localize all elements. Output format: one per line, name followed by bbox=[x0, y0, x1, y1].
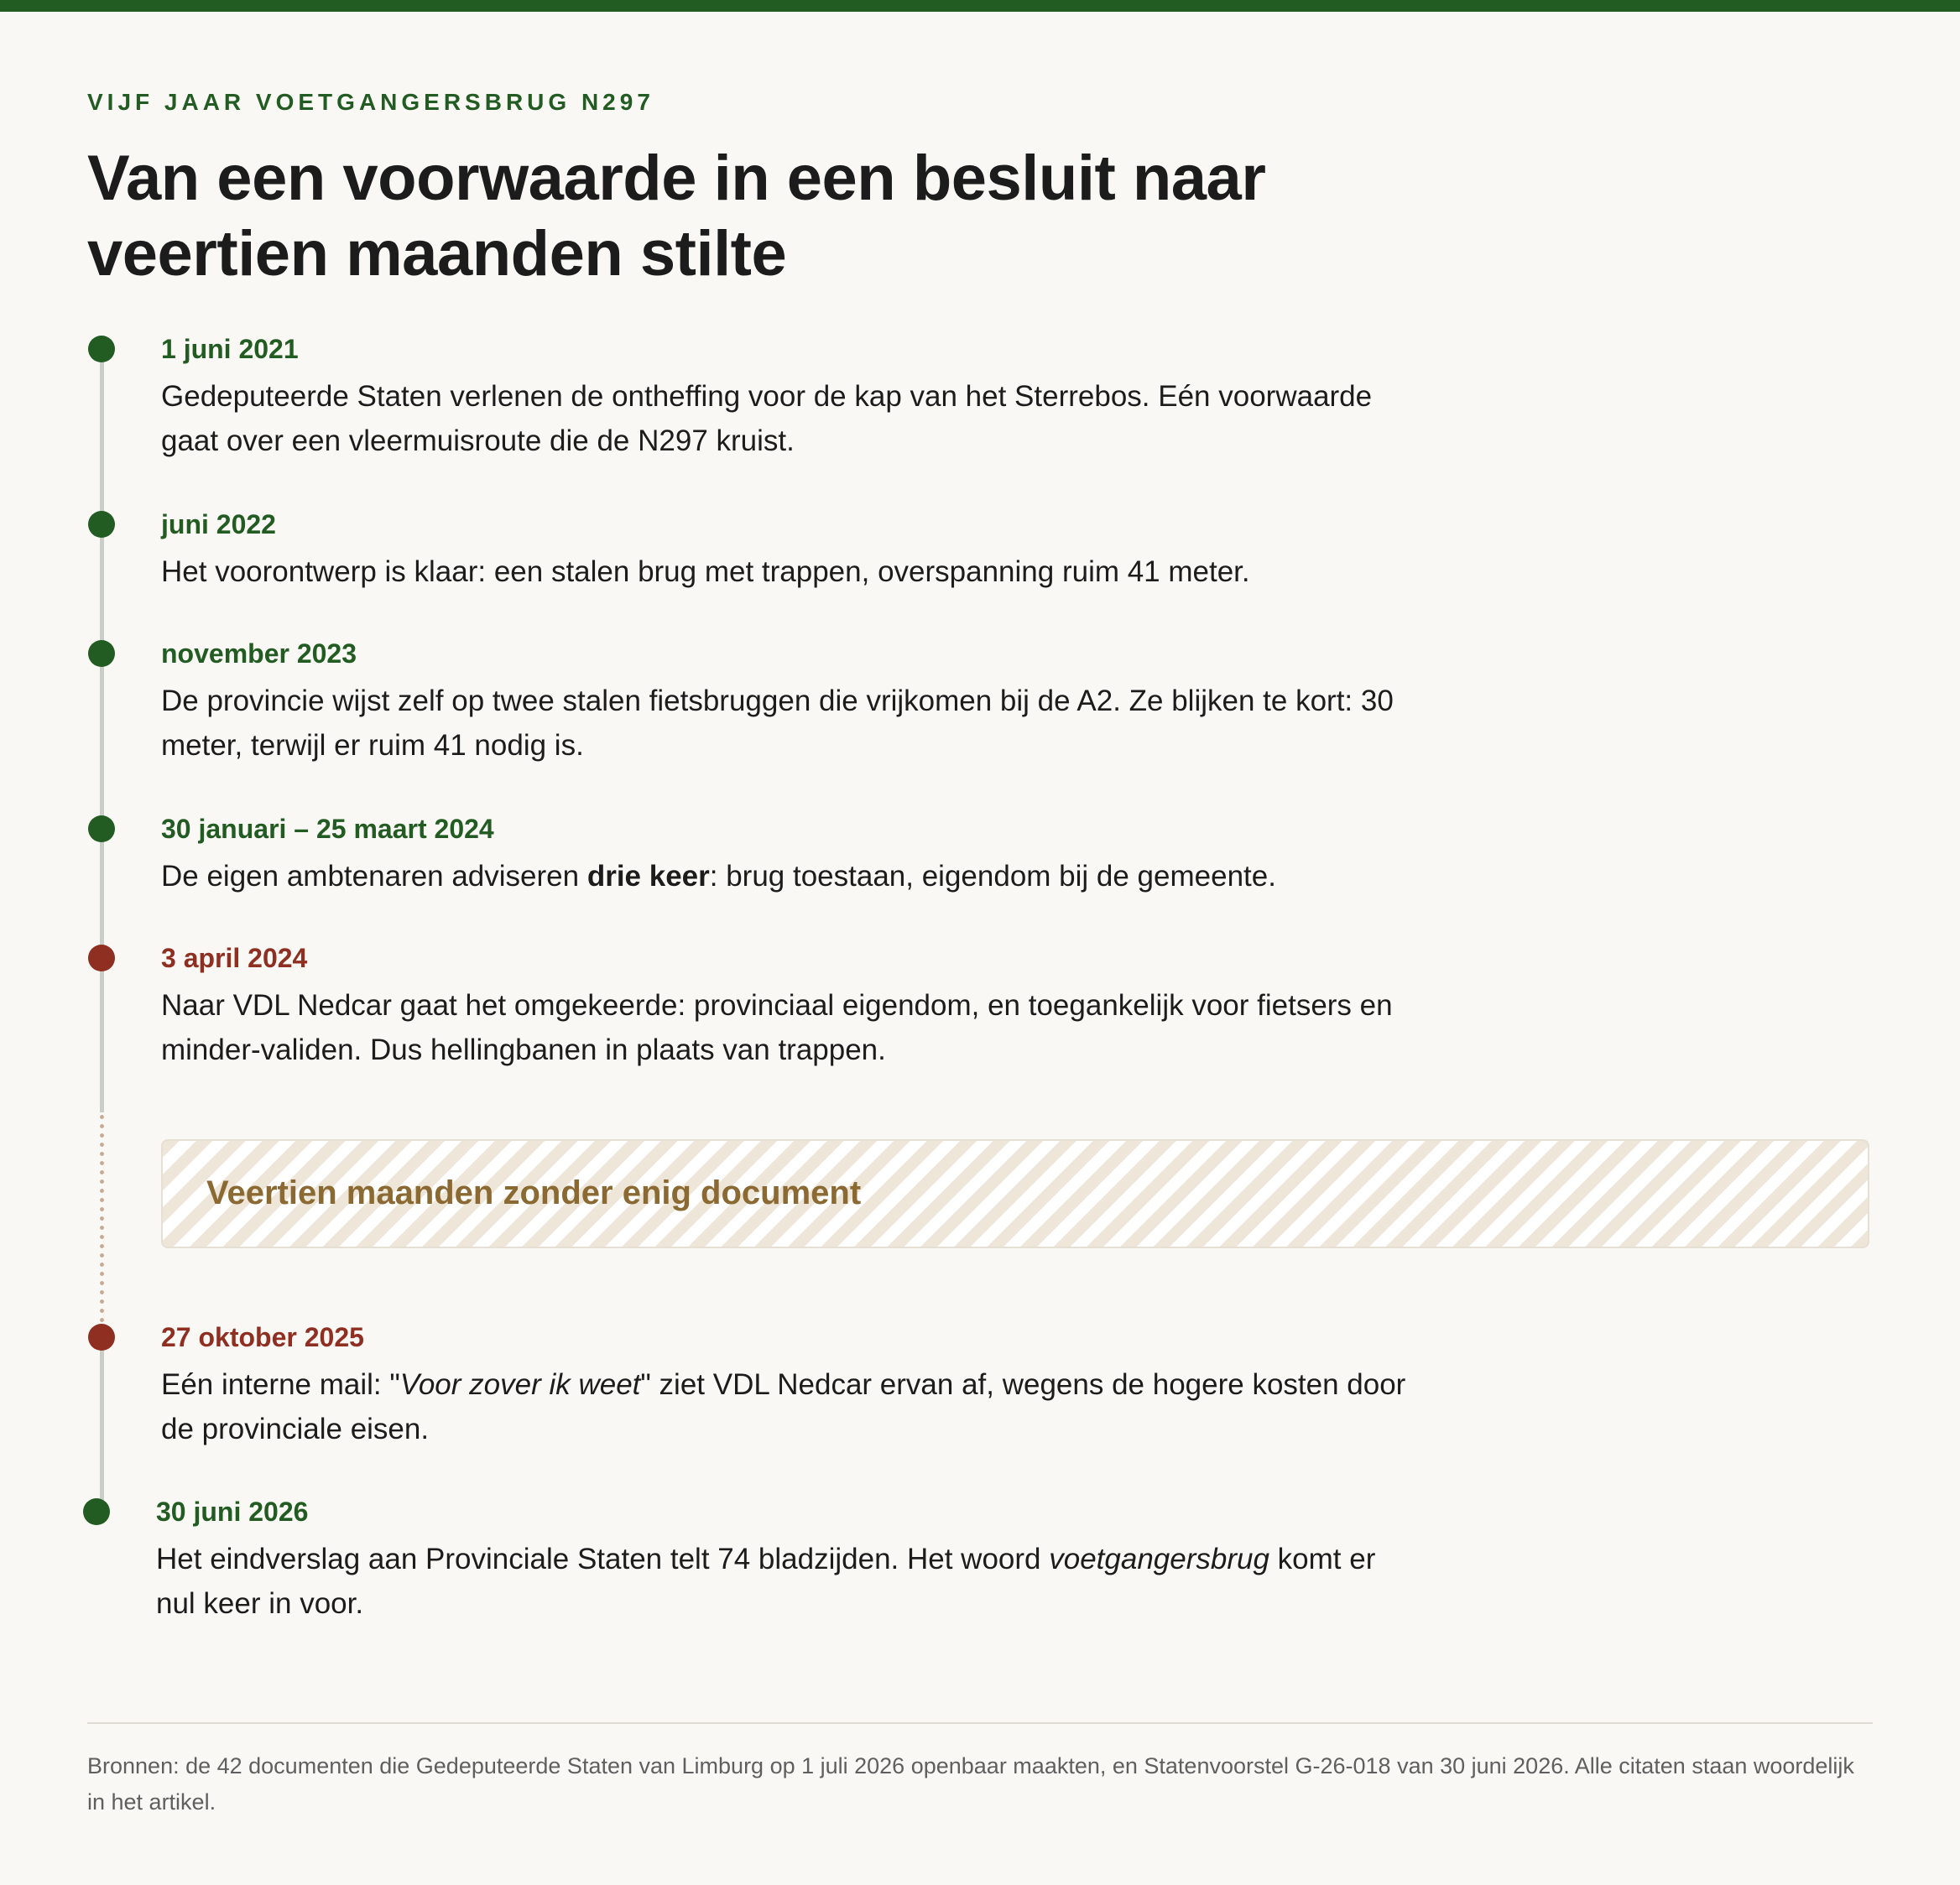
timeline-dot bbox=[83, 1498, 110, 1525]
timeline-event bbox=[156, 1495, 1415, 1626]
event-text bbox=[161, 983, 1420, 1072]
emphasis-italic: voetgangersbrug bbox=[1049, 1543, 1269, 1575]
event-text bbox=[156, 1537, 1415, 1626]
timeline-line-gap bbox=[100, 1112, 104, 1329]
text-run: De provincie wijst zelf op twee stalen fietsbruggen die vrijkomen bij de A2. Ze blijken te kort: 30 meter, terwijl er ruim 41 nodig is. bbox=[161, 685, 1394, 762]
text-run: Naar VDL Nedcar gaat het omgekeerde: provinciaal eigendom, en toegankelijk voor fietsers en minder-validen. Dus hellingbanen in plaats van trappen. bbox=[161, 989, 1393, 1066]
timeline-event bbox=[161, 637, 1420, 768]
event-text bbox=[161, 679, 1420, 768]
event-text bbox=[161, 1362, 1420, 1451]
text-run: Gedeputeerde Staten verlenen de ontheffing voor de kap van het Sterrebos. Eén voorwaarde gaat over een vleermuisroute die de N297 kruist. bbox=[161, 380, 1373, 457]
timeline-event bbox=[161, 812, 1420, 898]
timeline-line-upper bbox=[100, 349, 104, 1112]
gap-label: Veertien maanden zonder enig document bbox=[206, 1174, 862, 1211]
timeline-event bbox=[161, 1320, 1420, 1451]
footer-divider bbox=[87, 1722, 1873, 1724]
timeline-dot bbox=[88, 640, 115, 667]
page-title: Van een voorwaarde in een besluit naar veertien maanden stilte bbox=[87, 143, 1266, 289]
event-text bbox=[161, 549, 1420, 594]
kicker: VIJF JAAR VOETGANGERSBRUG N297 bbox=[87, 89, 654, 115]
event-date: november 2023 bbox=[161, 638, 357, 669]
text-run: Het voorontwerp is klaar: een stalen brug met trappen, overspanning ruim 41 meter. bbox=[161, 555, 1250, 588]
timeline-dot bbox=[88, 815, 115, 842]
timeline-event bbox=[161, 332, 1420, 463]
timeline-dot bbox=[88, 336, 115, 362]
event-date: 3 april 2024 bbox=[161, 943, 308, 973]
event-date: 27 oktober 2025 bbox=[161, 1322, 364, 1352]
event-date: 30 juni 2026 bbox=[156, 1497, 309, 1527]
sources-footnote: Bronnen: de 42 documenten die Gedeputeerde Staten van Limburg op 1 juli 2026 openbaar maakten, en Statenvoorstel G-26-018 van 30 juni 2026. Alle citaten staan woordelijk in het artikel. bbox=[87, 1753, 1854, 1815]
text-run: Het eindverslag aan Provinciale Staten telt 74 bladzijden. Het woord bbox=[156, 1543, 1050, 1575]
timeline-dot bbox=[88, 945, 115, 971]
emphasis-italic: Voor zover ik weet bbox=[399, 1368, 641, 1401]
timeline-event bbox=[161, 508, 1420, 594]
event-text bbox=[161, 854, 1420, 898]
timeline-event bbox=[161, 941, 1420, 1072]
text-run: " ziet VDL Nedcar ervan af, wegens de hogere kosten door de provinciale eisen. bbox=[161, 1368, 1406, 1445]
timeline-dot bbox=[88, 511, 115, 538]
emphasis-bold: drie keer bbox=[586, 860, 710, 893]
event-text bbox=[161, 374, 1420, 463]
timeline-line-lower bbox=[100, 1337, 104, 1512]
event-date: juni 2022 bbox=[161, 509, 276, 539]
text-run: De eigen ambtenaren adviseren bbox=[161, 860, 587, 893]
text-run: komt er nul keer in voor. bbox=[156, 1543, 1376, 1620]
timeline-dot bbox=[88, 1324, 115, 1351]
top-accent-bar bbox=[0, 0, 1960, 12]
text-run: Eén interne mail: " bbox=[161, 1368, 400, 1401]
event-date: 1 juni 2021 bbox=[161, 334, 299, 364]
event-date: 30 januari – 25 maart 2024 bbox=[161, 814, 494, 844]
text-run: : brug toestaan, eigendom bij de gemeente. bbox=[709, 860, 1276, 893]
document-gap-callout bbox=[161, 1139, 1869, 1248]
